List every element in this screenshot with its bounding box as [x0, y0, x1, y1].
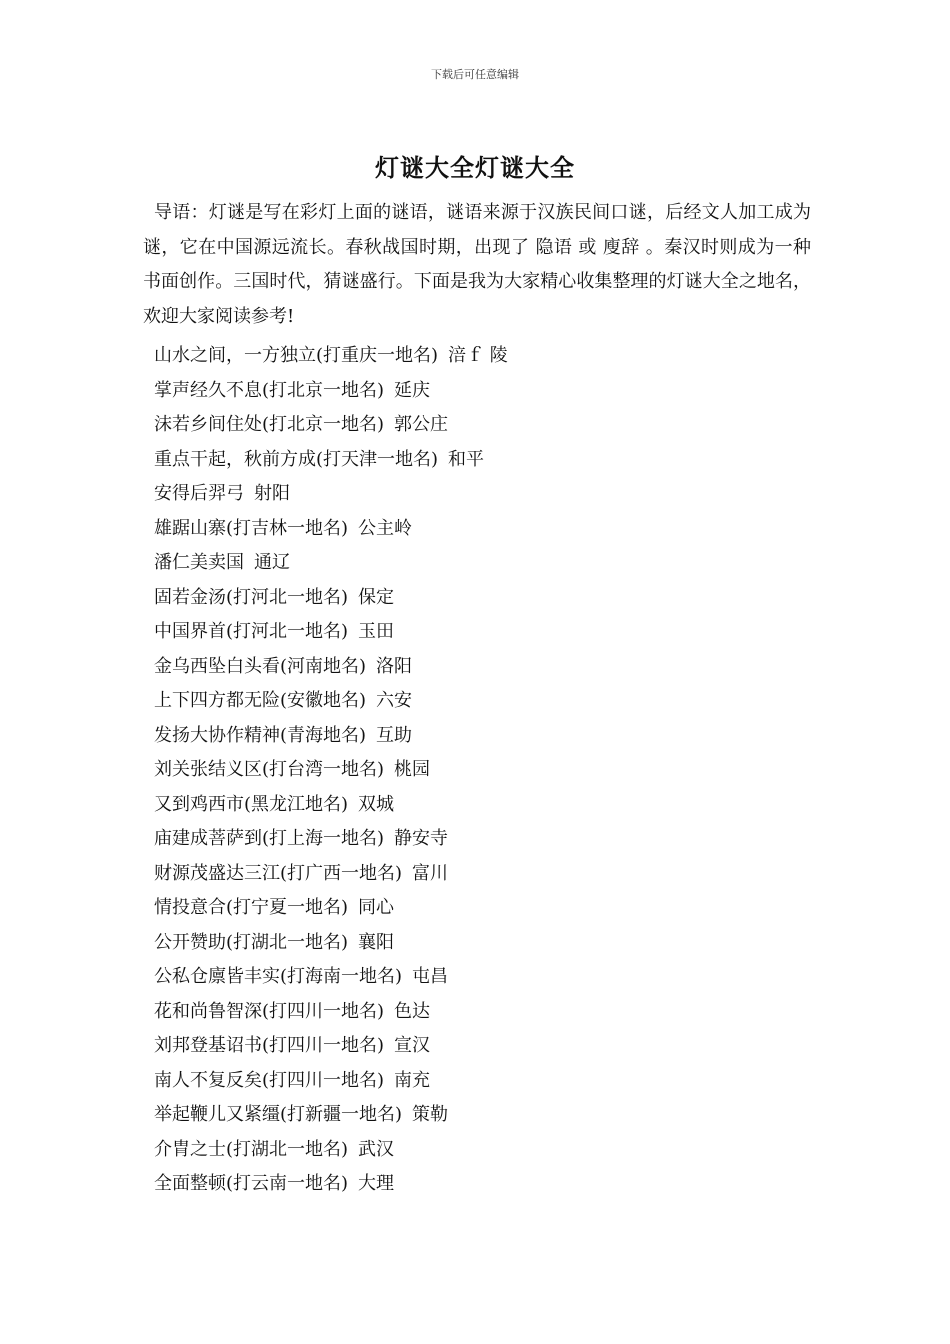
riddle-item — [154, 1029, 814, 1064]
riddle-answer: 宣汉 — [394, 1035, 431, 1056]
riddle-answer: 桃园 — [394, 759, 431, 780]
riddle-clue: 沫若乡间住处(打北京一地名) — [154, 414, 385, 435]
riddle-clue: 金乌西坠白头看(河南地名) — [154, 655, 367, 677]
riddle-clue: 潘仁美卖国 — [154, 552, 244, 573]
riddle-clue: 公私仓廪皆丰实(打海南一地名) — [154, 966, 403, 987]
riddle-answer: 南充 — [394, 1069, 431, 1091]
riddle-item — [154, 719, 814, 754]
riddle-clue: 公开赞助(打湖北一地名) — [154, 931, 349, 953]
riddle-clue: 花和尚鲁智深(打四川一地名) — [154, 1000, 385, 1022]
riddle-answer: 保定 — [358, 586, 395, 608]
riddle-item — [154, 960, 814, 995]
riddle-answer: 公主岭 — [358, 517, 413, 539]
riddle-answer: 洛阳 — [376, 655, 413, 677]
riddle-answer: 射阳 — [254, 483, 290, 504]
riddle-item — [154, 788, 814, 823]
riddle-item — [154, 1133, 814, 1168]
riddle-item — [154, 546, 814, 581]
riddle-clue: 重点干起，秋前方成(打天津一地名) — [154, 448, 439, 470]
riddle-answer: 延庆 — [394, 379, 431, 401]
riddle-item — [154, 891, 814, 926]
riddle-answer: 武汉 — [358, 1138, 395, 1160]
riddle-answer: 策勒 — [412, 1104, 449, 1125]
riddle-clue: 上下四方都无险(安徽地名) — [154, 690, 367, 711]
riddle-answer: 双城 — [358, 793, 395, 815]
riddle-clue: 举起鞭儿又紧缰(打新疆一地名) — [154, 1104, 403, 1125]
riddle-clue: 掌声经久不息(打北京一地名) — [154, 379, 385, 401]
riddle-clue: 全面整顿(打云南一地名) — [154, 1173, 349, 1194]
riddle-item — [154, 339, 814, 374]
riddle-answer: 互助 — [376, 724, 413, 746]
riddle-clue: 又到鸡西市(黑龙江地名) — [154, 793, 349, 815]
riddle-item — [154, 1098, 814, 1133]
riddle-item — [154, 684, 814, 719]
riddle-answer: 六安 — [376, 690, 413, 711]
riddle-clue: 山水之间，一方独立(打重庆一地名) — [154, 345, 439, 366]
riddle-clue: 刘关张结义区(打台湾一地名) — [154, 759, 385, 780]
riddle-answer: 静安寺 — [394, 828, 449, 849]
riddle-list — [154, 339, 814, 1202]
intro-paragraph: 导语：灯谜是写在彩灯上面的谜语，谜语来源于汉族民间口谜，后经文人加工成为谜，它在中国源远流长。春秋战国时期，出现了 隐语 或 廋辞 。秦汉时则成为一种书面创作。三国时代，猜谜盛行。下面是我为大家精心收集整理的灯谜大全之地名，欢迎大家阅读参考! — [143, 202, 811, 327]
riddle-clue: 介胄之士(打湖北一地名) — [154, 1138, 349, 1160]
riddle-item — [154, 995, 814, 1030]
riddle-item — [154, 443, 814, 478]
riddle-clue: 南人不复反矣(打四川一地名) — [154, 1069, 385, 1091]
riddle-item — [154, 926, 814, 961]
riddle-item — [154, 477, 814, 512]
page-title: 灯谜大全灯谜大全 — [375, 153, 575, 182]
riddle-answer: 涪ｆ 陵 — [448, 345, 508, 366]
riddle-item — [154, 822, 814, 857]
header-note: 下载后可任意编辑 — [431, 68, 519, 81]
riddle-item — [154, 857, 814, 892]
riddle-answer: 通辽 — [254, 552, 290, 573]
riddle-answer: 大理 — [358, 1173, 395, 1194]
riddle-clue: 庙建成菩萨到(打上海一地名) — [154, 828, 385, 849]
riddle-clue: 固若金汤(打河北一地名) — [154, 586, 349, 608]
riddle-answer: 同心 — [358, 897, 395, 918]
riddle-item — [154, 650, 814, 685]
riddle-answer: 和平 — [448, 448, 485, 470]
riddle-clue: 雄踞山寨(打吉林一地名) — [154, 517, 349, 539]
riddle-item — [154, 1167, 814, 1202]
riddle-clue: 发扬大协作精神(青海地名) — [154, 724, 367, 746]
riddle-answer: 富川 — [412, 862, 449, 884]
riddle-item — [154, 753, 814, 788]
riddle-answer: 郭公庄 — [394, 414, 449, 435]
riddle-item — [154, 512, 814, 547]
riddle-item — [154, 615, 814, 650]
riddle-clue: 刘邦登基诏书(打四川一地名) — [154, 1035, 385, 1056]
riddle-item — [154, 374, 814, 409]
riddle-clue: 财源茂盛达三江(打广西一地名) — [154, 862, 403, 884]
riddle-item — [154, 408, 814, 443]
riddle-answer: 屯昌 — [412, 966, 449, 987]
riddle-clue: 中国界首(打河北一地名) — [154, 621, 349, 642]
riddle-answer: 襄阳 — [358, 931, 395, 953]
riddle-item — [154, 581, 814, 616]
riddle-answer: 玉田 — [358, 621, 395, 642]
riddle-item — [154, 1064, 814, 1099]
riddle-answer: 色达 — [394, 1000, 431, 1022]
riddle-clue: 安得后羿弓 — [154, 483, 244, 504]
riddle-clue: 情投意合(打宁夏一地名) — [154, 897, 349, 918]
